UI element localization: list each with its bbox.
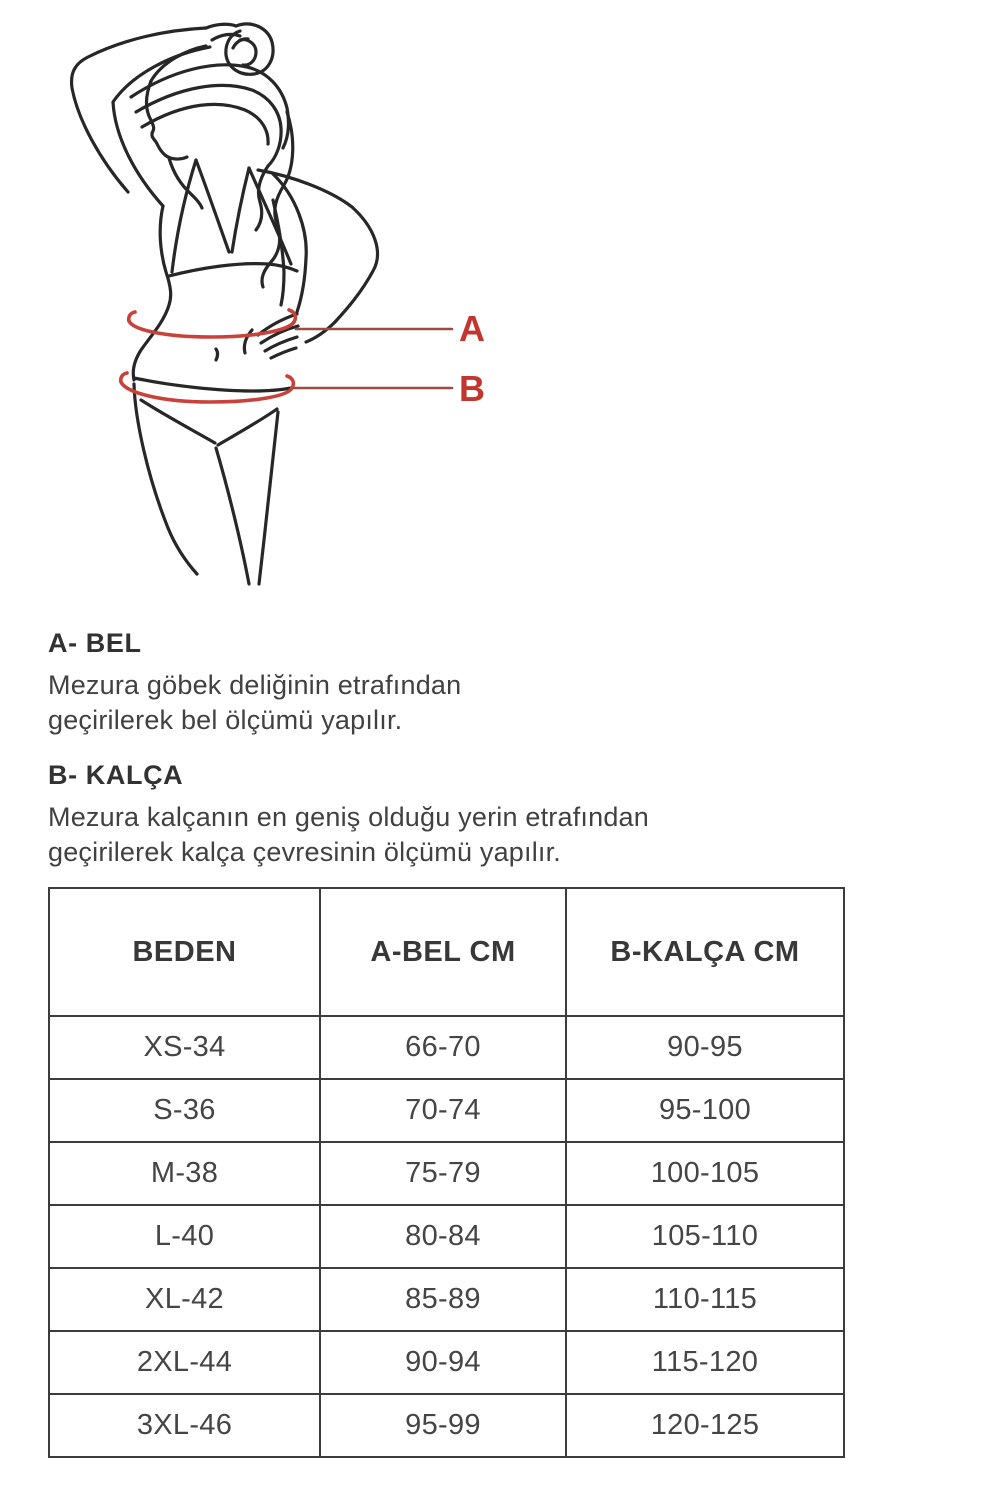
- cell-b-kalca: 95-100: [566, 1079, 844, 1142]
- cell-b-kalca: 90-95: [566, 1016, 844, 1079]
- section-waist: [48, 628, 808, 738]
- cell-a-bel: 80-84: [320, 1205, 566, 1268]
- size-table-row: [49, 1016, 844, 1079]
- measurement-diagram: [0, 0, 520, 625]
- cell-a-bel: 90-94: [320, 1331, 566, 1394]
- header-a-bel-cm: A-BEL CM: [320, 888, 566, 1016]
- section-hip-line1: Mezura kalçanın en geniş olduğu yerin etrafından: [48, 802, 649, 832]
- cell-beden: 3XL-46: [49, 1394, 320, 1457]
- cell-beden: XL-42: [49, 1268, 320, 1331]
- cell-beden: XS-34: [49, 1016, 320, 1079]
- cell-a-bel: 95-99: [320, 1394, 566, 1457]
- size-table-row: [49, 1268, 844, 1331]
- size-table-body: [49, 1016, 844, 1457]
- cell-b-kalca: 115-120: [566, 1331, 844, 1394]
- hip-loop-right-hook: [287, 376, 293, 388]
- header-beden: BEDEN: [49, 888, 320, 1016]
- body-outline-lines: [72, 24, 378, 584]
- cell-beden: M-38: [49, 1142, 320, 1205]
- section-waist-line2: geçirilerek bel ölçümü yapılır.: [48, 705, 403, 735]
- cell-a-bel: 70-74: [320, 1079, 566, 1142]
- section-waist-line1: Mezura göbek deliğinin etrafından: [48, 670, 462, 700]
- size-table-header-row: [49, 888, 844, 1016]
- label-a: A: [459, 308, 485, 349]
- size-table-row: [49, 1394, 844, 1457]
- section-hip-line2: geçirilerek kalça çevresinin ölçümü yapılır.: [48, 837, 562, 867]
- section-hip-heading: B- KALÇA: [48, 760, 184, 790]
- cell-a-bel: 75-79: [320, 1142, 566, 1205]
- size-table-row: [49, 1142, 844, 1205]
- size-table-row: [49, 1331, 844, 1394]
- header-b-kalca-cm: B-KALÇA CM: [566, 888, 844, 1016]
- size-table-row: [49, 1205, 844, 1268]
- body-outline-illustration: [0, 0, 520, 625]
- cell-b-kalca: 100-105: [566, 1142, 844, 1205]
- cell-a-bel: 85-89: [320, 1268, 566, 1331]
- label-b: B: [459, 368, 485, 409]
- cell-b-kalca: 110-115: [566, 1268, 844, 1331]
- size-table-row: [49, 1079, 844, 1142]
- section-hip: [48, 760, 808, 870]
- section-waist-heading: A- BEL: [48, 628, 142, 658]
- cell-b-kalca: 120-125: [566, 1394, 844, 1457]
- size-table: [48, 887, 845, 1458]
- cell-beden: 2XL-44: [49, 1331, 320, 1394]
- size-table-header: [49, 888, 844, 1016]
- cell-b-kalca: 105-110: [566, 1205, 844, 1268]
- cell-a-bel: 66-70: [320, 1016, 566, 1079]
- cell-beden: S-36: [49, 1079, 320, 1142]
- cell-beden: L-40: [49, 1205, 320, 1268]
